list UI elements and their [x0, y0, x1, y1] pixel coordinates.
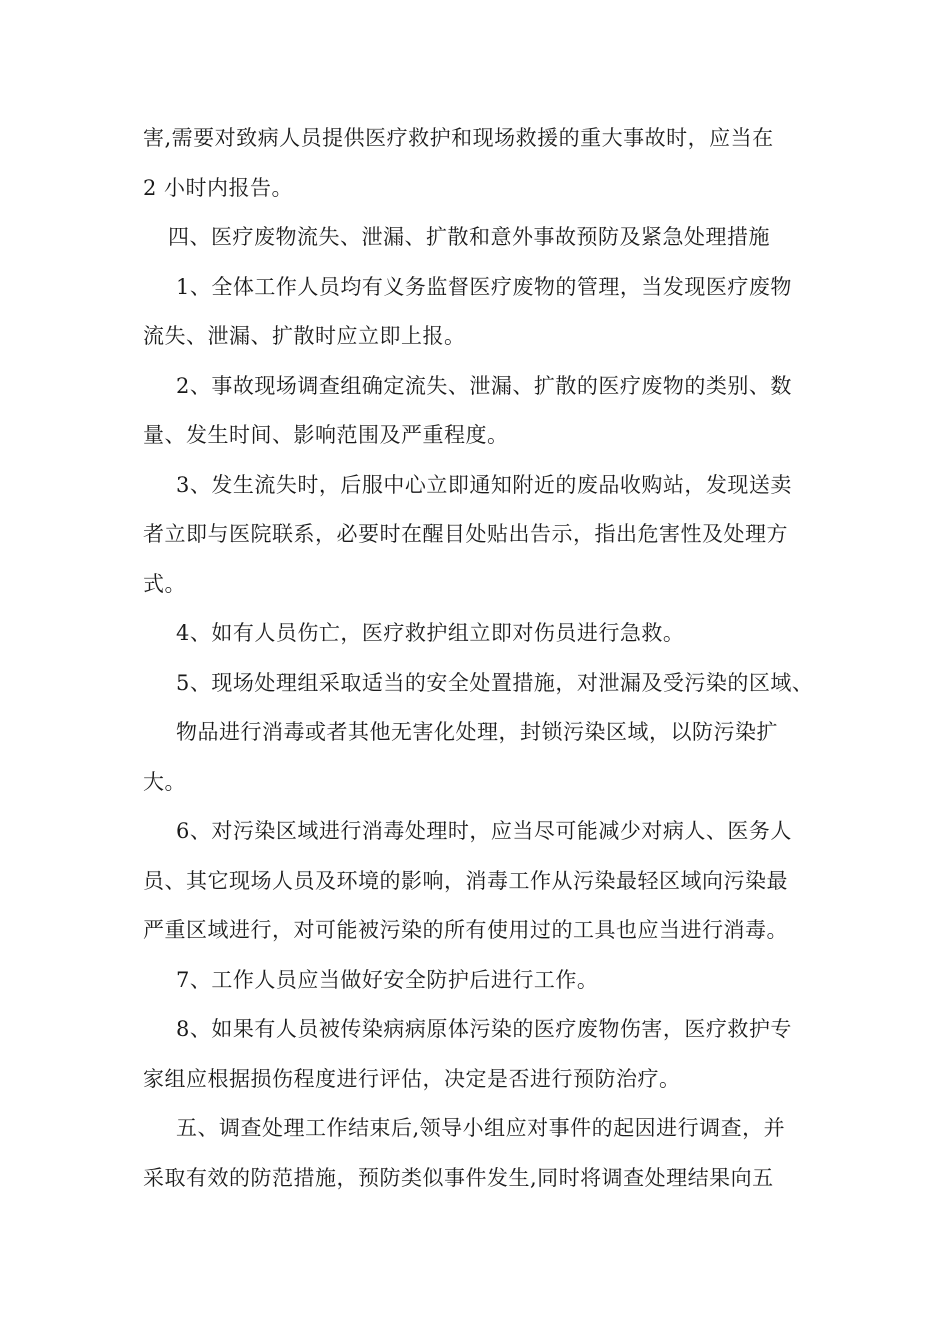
text-line: 2、事故现场调查组确定流失、泄漏、扩散的医疗废物的类别、数 — [176, 374, 792, 398]
text-line: 害,需要对致病人员提供医疗救护和现场救援的重大事故时，应当在 — [143, 126, 774, 150]
text-line: 采取有效的防范措施，预防类似事件发生,同时将调查处理结果向五 — [143, 1166, 774, 1190]
text-line: 量、发生时间、影响范围及严重程度。 — [143, 423, 509, 447]
text-line: 2 小时内报告。 — [143, 176, 294, 200]
text-line: 家组应根据损伤程度进行评估，决定是否进行预防治疗。 — [143, 1067, 681, 1091]
text-line: 3、发生流失时，后服中心立即通知附近的废品收购站，发现送卖 — [176, 473, 792, 497]
section-heading: 五、调查处理工作结束后,领导小组应对事件的起因进行调查，并 — [176, 1116, 786, 1140]
text-line: 式。 — [143, 572, 186, 596]
text-line: 物品进行消毒或者其他无害化处理，封锁污染区域，以防污染扩 — [176, 720, 778, 744]
text-line: 流失、泄漏、扩散时应立即上报。 — [143, 324, 466, 348]
text-line: 者立即与医院联系，必要时在醒目处贴出告示，指出危害性及处理方 — [143, 522, 788, 546]
section-heading: 四、医疗废物流失、泄漏、扩散和意外事故预防及紧急处理措施 — [168, 225, 770, 249]
text-line: 严重区域进行，对可能被污染的所有使用过的工具也应当进行消毒。 — [143, 918, 788, 942]
text-line: 5、现场处理组采取适当的安全处置措施，对泄漏及受污染的区域、 — [176, 671, 814, 695]
text-line: 员、其它现场人员及环境的影响，消毒工作从污染最轻区域向污染最 — [143, 869, 788, 893]
text-line: 8、如果有人员被传染病病原体污染的医疗废物伤害，医疗救护专 — [176, 1017, 792, 1041]
text-line: 4、如有人员伤亡，医疗救护组立即对伤员进行急救。 — [176, 621, 685, 645]
text-line: 大。 — [143, 770, 186, 794]
text-line: 1、全体工作人员均有义务监督医疗废物的管理，当发现医疗废物 — [176, 275, 792, 299]
text-line: 6、对污染区域进行消毒处理时，应当尽可能减少对病人、医务人 — [176, 819, 792, 843]
text-line: 7、工作人员应当做好安全防护后进行工作。 — [176, 968, 599, 992]
